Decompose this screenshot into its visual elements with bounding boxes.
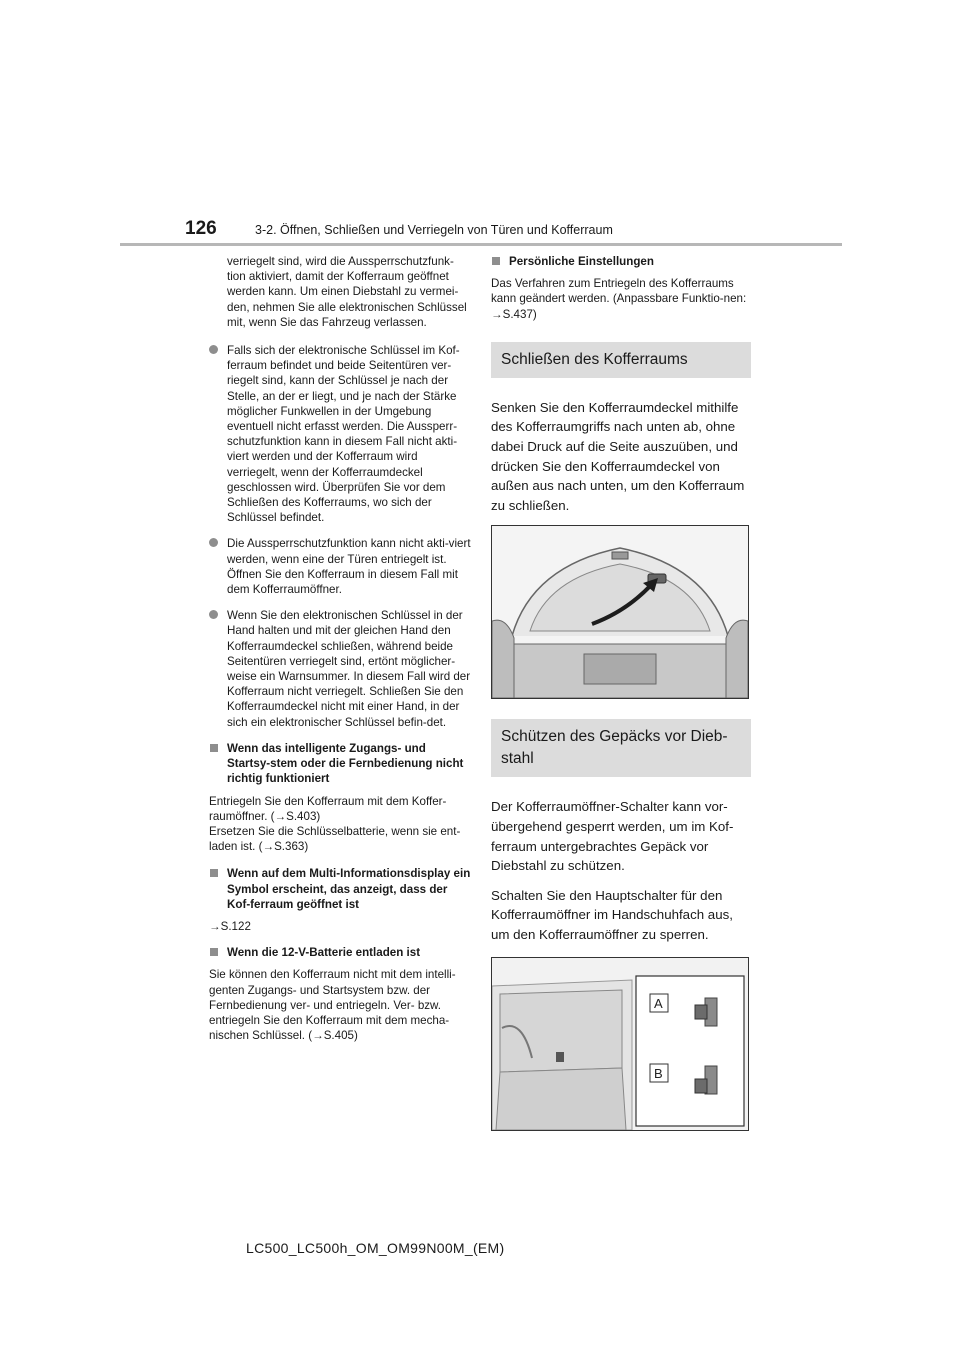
bullet-item [209,608,471,730]
right-column [491,254,751,1131]
trunk-lid-illustration [491,525,749,699]
callout-a: A [654,995,663,1011]
sub1-text-2: Ersetzen Sie die Schlüsselbatterie, wenn sie ent-laden ist. (→S.363) [209,824,461,854]
sub1-text-1: Entriegeln Sie den Kofferraum mit dem Koffer-raumöffner. (→S.403) [209,794,447,823]
bullet-item [209,343,471,525]
subheading [209,866,471,912]
callout-b: B [654,1065,663,1081]
bullet-dot-icon [209,345,218,354]
bullet-dot-icon [209,610,218,619]
footer-code: LC500_LC500h_OM_OM99N00M_(EM) [246,1240,505,1256]
intro-paragraph: verriegelt sind, wird die Aussperrschutzfunk-tion aktiviert, damit der Kofferraum geöffnet werden kann. Um einen Diebstahl zu vermei-den, nehmen Sie alle elektronischen Schlüssel mit, wenn Sie das Fahrzeug verlassen. [227,255,467,329]
subheading-text: Wenn die 12-V-Batterie entladen ist [227,946,421,960]
glovebox-switch-illustration [491,957,749,1131]
square-bullet-icon [210,744,218,752]
bullet-text: Die Aussperrschutzfunktion kann nicht akti-viert werden, wenn eine der Türen entriegelt ist. Öffnen Sie den Kofferraum in diesem Fall mit dem Kofferraumöffner. [227,537,471,597]
closing-trunk-text: Senken Sie den Kofferraumdeckel mithilfe des Kofferraumgriffs nach unten ab, ohne dabei Druck auf die Seite auszuüben, und drücken Sie den Kofferraumdeckel von außen aus nach unten, um den Kofferraum zu schließen. [491,399,745,513]
subheading [491,254,751,269]
page-reference: →S.122 [209,919,251,933]
header-rule [120,243,842,246]
section-heading-theft: Schützen des Gepäcks vor Dieb-stahl [491,719,751,777]
page-number: 126 [185,218,217,239]
chapter-title: 3-2. Öffnen, Schließen und Verriegeln von Türen und Kofferraum [255,223,613,237]
section-heading-closing: Schließen des Kofferraums [491,342,751,378]
bullet-item [209,536,471,597]
trunk-lid-drawing [492,526,748,698]
subheading-text: Wenn auf dem Multi-Informationsdisplay ein Symbol erscheint, das anzeigt, dass der Kof-ferraum geöffnet ist [227,867,471,911]
left-column [209,254,471,1055]
personal-settings-text: Das Verfahren zum Entriegeln des Kofferraums kann geändert werden. (Anpassbare Funktio-nen: →S.437) [491,277,747,321]
theft-text-2: Schalten Sie den Hauptschalter für den Kofferraumöffner im Handschuhfach aus, um den Kofferraumöffner zu sperren. [491,887,733,942]
theft-text-1: Der Kofferraumöffner-Schalter kann vor-übergehend gesperrt werden, um im Kof-ferraum untergebrachtes Gepäck vor Diebstahl zu schützen. [491,799,734,874]
subheading-text: Persönliche Einstellungen [509,255,654,268]
sub3-text: Sie können den Kofferraum nicht mit dem intelli-genten Zugangs- und Startsystem bzw. der Fernbedienung ver- und entriegeln. Ver- bzw. entriegeln Sie den Kofferraum mit dem mecha-nischen Schlüssel. (→S.405) [209,968,456,1043]
bullet-text: Wenn Sie den elektronischen Schlüssel in der Hand halten und mit der gleichen Hand den Kofferraumdeckel schließen, während beide Seitentüren verriegelt sind, ertönt möglicher-weise ein Warnsummer. In diesem Fall wird der Kofferraum nicht verriegelt. Schließen Sie den Kofferraumdeckel nicht mit einer Hand, in der sich ein elektronischer Schlüssel befin-det. [227,609,471,729]
square-bullet-icon [492,257,500,265]
bullet-text: Falls sich der elektronische Schlüssel im Kof-ferraum befindet und beide Seitentüren ver-riegelt sind, kann der Schlüssel je nach der Stelle, an der er liegt, und je nach der Stärke möglicher Funkwellen in der Umgebung eventuell nicht erfasst werden. Die Aussperr-schutzfunktion kann in diesem Fall nicht akti-viert werden und der Kofferraum wird verriegelt, wenn der Kofferraumdeckel geschlossen wird. Überprüfen Sie vor dem Schließen des Kofferraums, wo sich der Schlüssel befindet. [227,344,460,525]
subheading-text: Wenn das intelligente Zugangs- und Startsy-stem oder die Fernbedienung nicht richtig funktioniert [227,741,464,786]
subheading [209,741,471,787]
glovebox-drawing [492,958,748,1130]
bullet-dot-icon [209,538,218,547]
subheading [209,945,471,960]
square-bullet-icon [210,869,218,877]
square-bullet-icon [210,948,218,956]
